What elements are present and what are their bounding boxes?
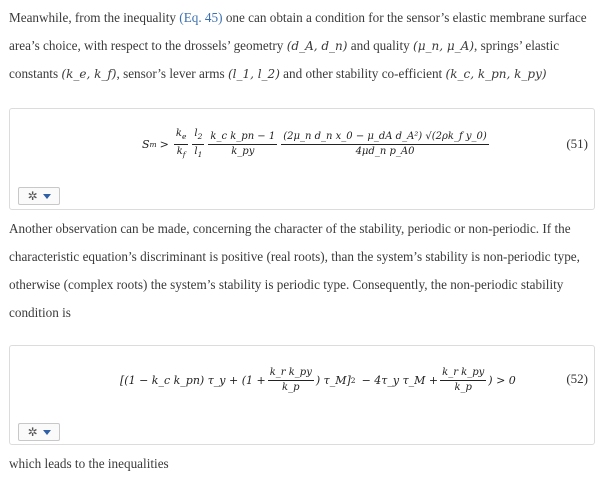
paragraph-text: Meanwhile, from the inequality (9, 10, 180, 25)
math-term: ) > 0 (488, 373, 516, 387)
paragraph-2: Another observation can be made, concerning the character of the stability, periodic or non-periodic. If the characteristic equation’s discriminant is positive (real roots), than the system’s stability is non-periodic type, otherwise (complex roots) the system’s stability is periodic type. Consequently, the non-periodic stability condition is (9, 221, 580, 320)
equation-52-box (9, 345, 595, 445)
math-denominator: 4μd_n p_A0 (355, 145, 415, 157)
paragraph-text: , springs’ elastic constants (9, 38, 560, 81)
equation-52-formula (120, 360, 516, 400)
paragraph-text: , sensor’s lever arms (116, 66, 228, 81)
fraction-l2-l1 (192, 128, 204, 161)
math-lever-arms: (l_1, l_2) (227, 67, 280, 81)
math-numerator: k_r k_py (268, 367, 314, 381)
math-numerator: (2μ_n d_n x_0 − μ_dA d_A²) √(2ρk_f y_0) (281, 131, 489, 145)
equation-number: (52) (566, 371, 588, 386)
gear-icon: ✲ (27, 425, 38, 439)
chevron-down-icon (43, 194, 51, 199)
fraction-main (281, 131, 489, 158)
paragraph-1 (9, 4, 605, 88)
math-term: − 4τ_y τ_M + (361, 373, 439, 387)
math-subscript: 1 (197, 149, 203, 159)
paragraph-text: and quality (347, 38, 414, 53)
equation-51-formula (142, 125, 491, 163)
math-denominator: k_py (231, 145, 255, 157)
equation-number: (51) (566, 136, 588, 151)
equation-51-box (9, 108, 595, 210)
chevron-down-icon (43, 430, 51, 435)
equation-options-button[interactable] (18, 187, 60, 205)
math-operator: > (159, 137, 169, 151)
math-numerator: k_r k_py (440, 367, 486, 381)
math-symbol: l (194, 127, 198, 139)
math-elastic-constants: (k_e, k_f) (61, 67, 117, 81)
math-exponent: 2 (350, 375, 356, 385)
math-subscript: f (182, 149, 186, 159)
equation-link[interactable]: (Eq. 45) (179, 10, 223, 25)
fraction-kc-kpn (208, 131, 277, 158)
math-quality: (μ_n, μ_A) (413, 39, 474, 53)
math-denominator: k_p (454, 381, 472, 393)
fraction-kr-kpy-2 (440, 367, 486, 394)
math-term: [(1 − k_c k_pn) τ_y + (1 + (120, 373, 266, 387)
fraction-kr-kpy (268, 367, 314, 394)
math-stability-coefficients: (k_c, k_pn, k_py) (445, 67, 547, 81)
math-denominator: k_p (282, 381, 300, 393)
math-geometry: (d_A, d_n) (286, 39, 348, 53)
math-numerator: k_c k_pn − 1 (208, 131, 277, 145)
math-subscript: e (181, 131, 187, 141)
math-subscript: 2 (197, 131, 203, 141)
math-symbol: l (194, 145, 198, 157)
fraction-ke-kf (174, 128, 189, 161)
gear-icon: ✲ (27, 189, 38, 203)
paragraph-3: which leads to the inequalities (9, 456, 169, 471)
math-symbol: S (142, 137, 150, 151)
math-symbol: k (176, 145, 183, 157)
paragraph-text: and other stability co-efficient (279, 66, 446, 81)
math-subscript: m (149, 139, 157, 149)
math-term: ) τ_M] (315, 373, 351, 387)
equation-options-button[interactable] (18, 423, 60, 441)
math-symbol: k (175, 127, 182, 139)
paragraph-text: one can obtain a condition for the sensor’s elastic membrane surface area’s choice, with respect to the drossels’ geometry (9, 10, 587, 53)
